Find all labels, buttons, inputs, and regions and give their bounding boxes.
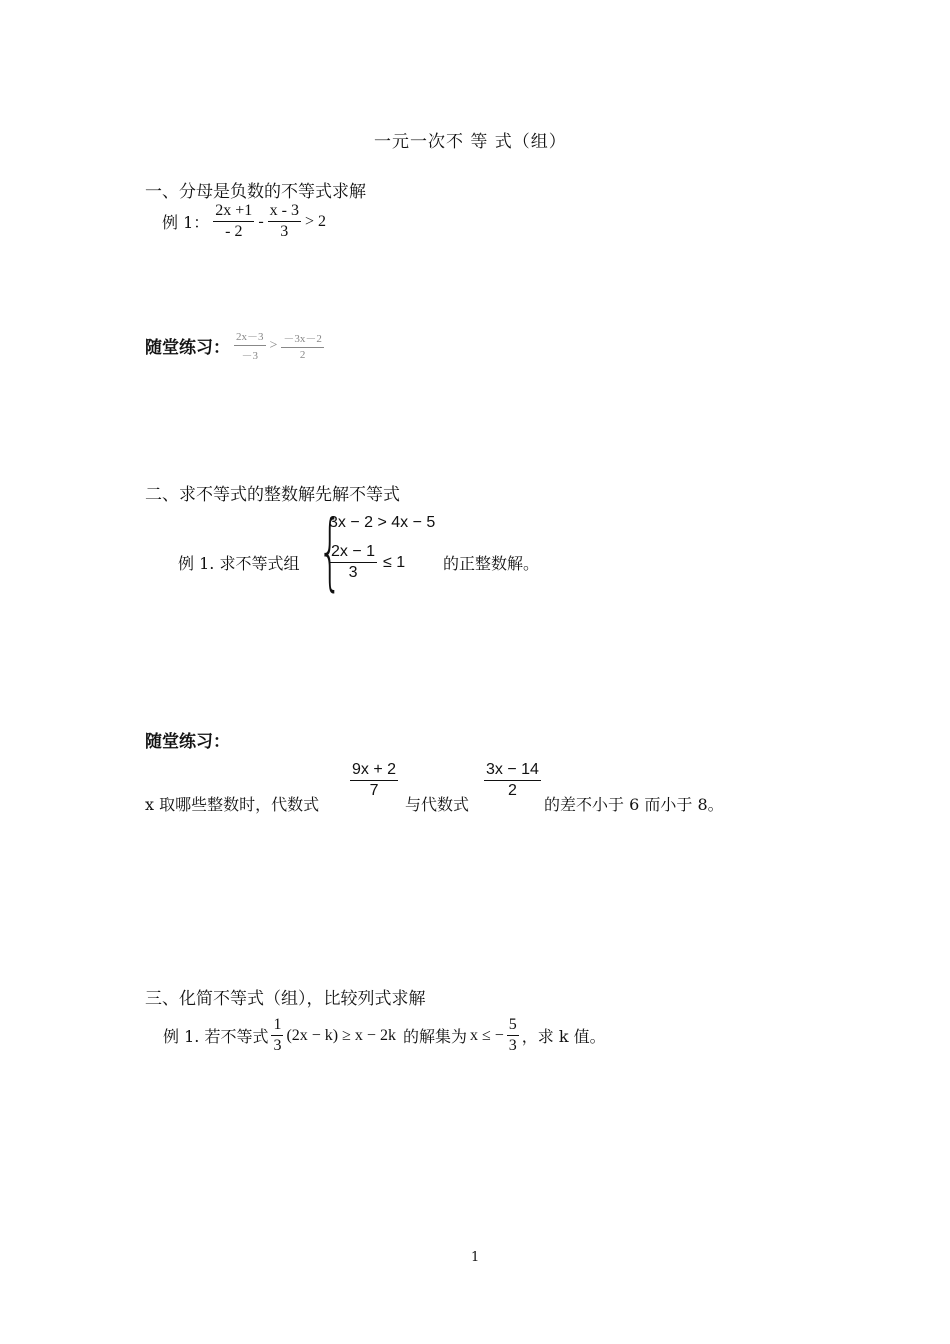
page-number: 1 bbox=[471, 1250, 480, 1265]
section-2-example-tail: 的正整数解。 bbox=[443, 554, 540, 573]
section-1-heading: 一、分母是负数的不等式求解 bbox=[145, 182, 366, 202]
page-title: 一元一次不 等 式（组） bbox=[374, 132, 567, 152]
section-2-heading: 二、求不等式的整数解先解不等式 bbox=[145, 485, 400, 505]
solution-lhs: x ≤ − bbox=[469, 1026, 504, 1044]
section-2-example-label: 例 1. 求不等式组 bbox=[178, 554, 300, 573]
fraction-5-over-3: $\frac{5}{3}$ bbox=[508, 1016, 517, 1054]
practice-fraction-1: $\frac{2x-3}{-3}$ bbox=[236, 331, 264, 362]
practice-label: 随堂练习： bbox=[145, 338, 230, 358]
practice-2-middle: 与代数式 bbox=[405, 795, 470, 814]
minus-sign: - bbox=[258, 212, 264, 230]
inequality-1: 3x − 2 > 4x − 5 bbox=[329, 514, 436, 531]
greater-than-sign: > bbox=[269, 337, 278, 353]
section-3-heading: 三、化简不等式（组），比较列式求解 bbox=[145, 989, 426, 1009]
practice-2-prefix: x 取哪些整数时，代数式 bbox=[145, 795, 320, 814]
fraction-9x-plus-2-over-7: 9x + 2 7 bbox=[352, 761, 397, 799]
section-1-practice bbox=[145, 328, 324, 363]
left-brace-icon: { bbox=[318, 502, 343, 600]
fraction-3x-minus-14-over-2: 3x − 14 2 bbox=[486, 761, 539, 799]
section-1-example bbox=[162, 202, 326, 241]
inequality-2: $\frac{2x - 1}{3}$ ≤ 1 bbox=[331, 543, 406, 581]
fraction-2x-plus-1-over-neg-2: $\frac{2x +1}{- 2}$ bbox=[215, 202, 253, 240]
practice-fraction-2: $\frac{-3x-2}{2}$ bbox=[283, 333, 322, 361]
inequality-expression: (2x − k) ≥ x − 2k bbox=[286, 1026, 396, 1044]
inequality-rhs: > 2 bbox=[304, 212, 326, 230]
fraction-x-minus-3-over-3: $\frac{x - 3}{3}$ bbox=[269, 202, 299, 240]
fraction-1-over-3: $\frac{1}{3}$ bbox=[273, 1016, 282, 1054]
section-3-example-label: 例 1. 若不等式 bbox=[163, 1027, 269, 1046]
example-label: 例 1： bbox=[162, 213, 210, 232]
section-3-mid: 的解集为 bbox=[402, 1027, 467, 1046]
practice-2-tail: 的差不小于 6 而小于 8。 bbox=[544, 795, 724, 814]
practice-label-2: 随堂练习： bbox=[145, 732, 230, 752]
section-3-example bbox=[163, 1016, 606, 1055]
fraction-2x-minus-1-over-3: $\frac{2x - 1}{3}$ bbox=[331, 543, 376, 581]
section-3-tail: ，求 k 值。 bbox=[521, 1027, 606, 1046]
